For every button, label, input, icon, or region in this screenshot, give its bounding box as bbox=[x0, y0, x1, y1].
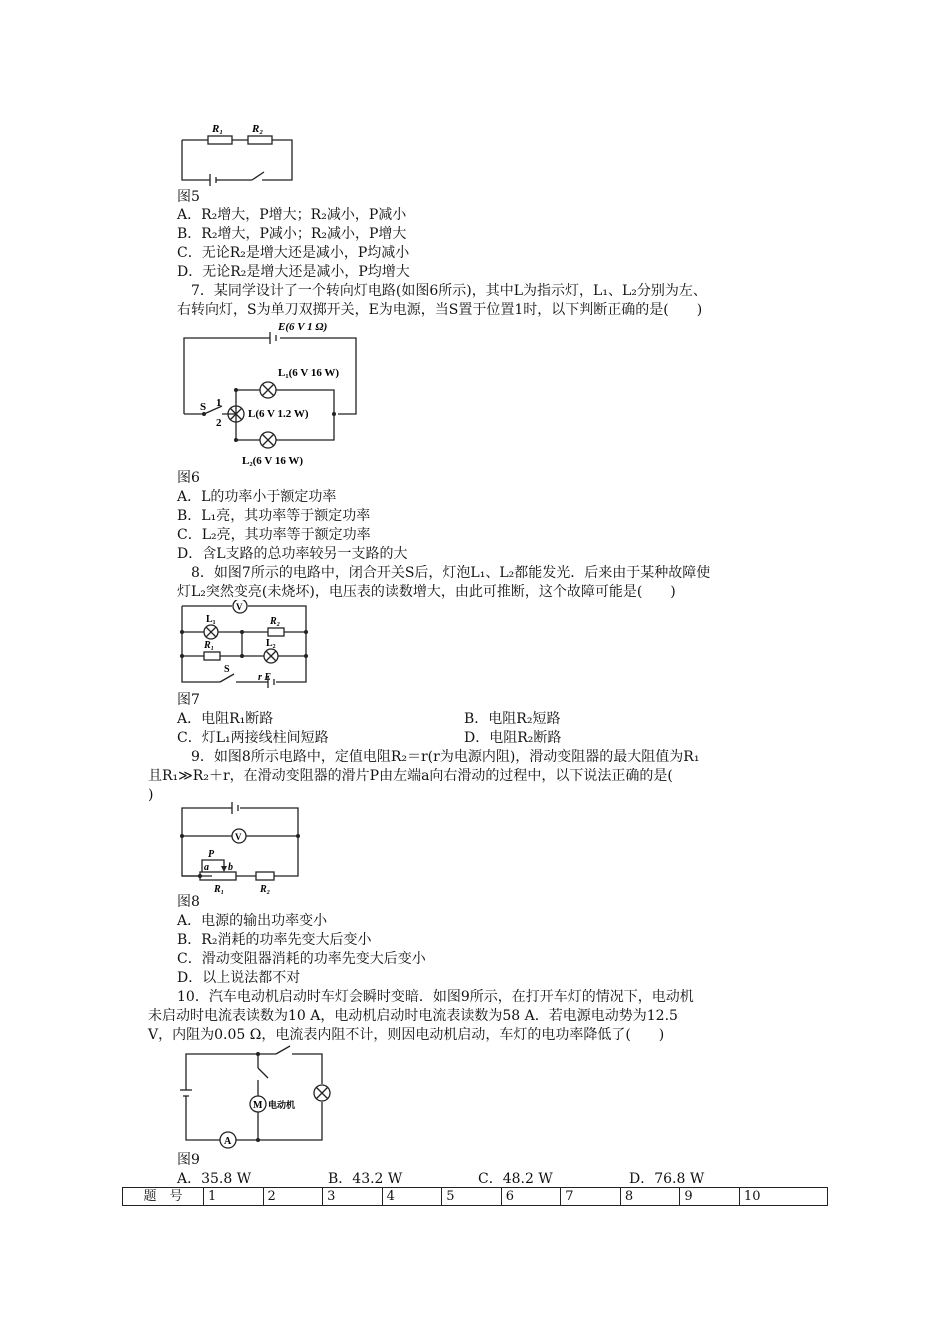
label-r-e: r E bbox=[258, 672, 272, 683]
q10-stem-line3: V，内阻为0.05 Ω，电流表内阻不计，则因电动机启动，车灯的电功率降低了( ) bbox=[148, 1027, 665, 1043]
q8-option-a: A．电阻R₁断路 bbox=[177, 711, 274, 727]
label-motor: 电动机 bbox=[268, 1100, 296, 1110]
q8-stem-line2: 灯L₂突然变亮(未烧坏)，电压表的读数增大，由此可推断，这个故障可能是( ) bbox=[177, 584, 676, 600]
answer-cell-4[interactable]: 4 bbox=[382, 1188, 442, 1206]
figure-9-caption: 图9 bbox=[177, 1152, 200, 1168]
q10-stem-line1: 10．汽车电动机启动时车灯会瞬时变暗．如图9所示，在打开车灯的情况下，电动机 bbox=[177, 989, 694, 1005]
answer-cell-1[interactable]: 1 bbox=[204, 1188, 264, 1206]
label-l: L(6 V 1.2 W) bbox=[248, 408, 309, 420]
resistor-r2 bbox=[268, 628, 284, 636]
answer-cell-2[interactable]: 2 bbox=[263, 1188, 323, 1206]
q7-stem-line1: 7．某同学设计了一个转向灯电路(如图6所示)，其中L为指示灯，L₁、L₂分别为左、 bbox=[191, 283, 707, 299]
label-a: a bbox=[204, 862, 209, 873]
answer-cell-9[interactable]: 9 bbox=[680, 1188, 740, 1206]
label-m: M bbox=[253, 1100, 263, 1111]
figure-6-circuit bbox=[176, 318, 366, 468]
label-r2: R₂ bbox=[260, 884, 271, 895]
answer-cell-5[interactable]: 5 bbox=[442, 1188, 502, 1206]
label-e: E(6 V 1 Ω) bbox=[278, 321, 328, 333]
figure-6-caption: 图6 bbox=[177, 470, 200, 486]
label-r1: R₁ bbox=[214, 884, 225, 895]
answer-cell-10[interactable]: 10 bbox=[739, 1188, 827, 1206]
figure-7-circuit bbox=[176, 600, 316, 692]
switch-s bbox=[220, 674, 234, 682]
q9-stem-line2: 且R₁≫R₂＋r，在滑动变阻器的滑片P由左端a向右滑动的过程中，以下说法正确的是( bbox=[148, 768, 673, 784]
answer-cell-7[interactable]: 7 bbox=[561, 1188, 621, 1206]
q10-stem-line2: 未启动时电流表读数为10 A，电动机启动时电流表读数为58 A．若电源电动势为12.5 bbox=[148, 1008, 678, 1024]
q10-option-d: D．76.8 W bbox=[629, 1171, 705, 1187]
resistor-r1 bbox=[204, 652, 220, 660]
label-b: b bbox=[228, 862, 233, 873]
q7-option-b: B．L₁亮，其功率等于额定功率 bbox=[177, 508, 371, 524]
label-s: S bbox=[200, 401, 207, 413]
switch-main bbox=[276, 1046, 290, 1054]
q9-stem-line1: 9．如图8所示电路中，定值电阻R₂＝r(r为电源内阻)，滑动变阻器的最大阻值为R₁ bbox=[191, 749, 700, 765]
resistor-r2 bbox=[248, 136, 272, 144]
answer-table bbox=[122, 1187, 828, 1206]
figure-5-caption: 图5 bbox=[177, 189, 200, 205]
answer-cell-6[interactable]: 6 bbox=[501, 1188, 561, 1206]
q7-option-a: A．L的功率小于额定功率 bbox=[177, 489, 337, 505]
q7-option-d: D．含L支路的总功率较另一支路的大 bbox=[177, 546, 408, 562]
label-1: 1 bbox=[216, 397, 222, 409]
figure-7-caption: 图7 bbox=[177, 692, 200, 708]
label-r2: R₂ bbox=[252, 123, 264, 135]
q8-option-c: C．灯L₁两接线柱间短路 bbox=[177, 730, 329, 746]
q9-stem-line3: ) bbox=[148, 787, 154, 803]
label-l2: L₂ bbox=[266, 638, 276, 649]
q10-option-b: B．43.2 W bbox=[328, 1171, 403, 1187]
q7-option-c: C．L₂亮，其功率等于额定功率 bbox=[177, 527, 371, 543]
label-2: 2 bbox=[216, 417, 222, 429]
q10-option-a: A．35.8 W bbox=[177, 1171, 252, 1187]
q9-option-d: D．以上说法都不对 bbox=[177, 970, 301, 986]
label-r2: R₂ bbox=[270, 616, 281, 627]
figure-8-circuit bbox=[176, 800, 306, 896]
q10-option-c: C．48.2 W bbox=[478, 1171, 553, 1187]
switch bbox=[252, 172, 264, 180]
label-l2: L₂(6 V 16 W) bbox=[242, 455, 304, 467]
resistor-r2 bbox=[256, 872, 274, 880]
q6-option-b: B．R₂增大，P减小；R₂减小，P增大 bbox=[177, 226, 407, 242]
figure-9-circuit bbox=[176, 1040, 336, 1150]
resistor-r1 bbox=[208, 136, 232, 144]
label-p: P bbox=[208, 849, 215, 860]
q9-option-a: A．电源的输出功率变小 bbox=[177, 913, 328, 929]
q9-option-b: B．R₂消耗的功率先变大后变小 bbox=[177, 932, 372, 948]
label-v: V bbox=[236, 602, 243, 612]
figure-5-circuit bbox=[176, 120, 301, 186]
label-a: A bbox=[224, 1136, 232, 1147]
q6-option-a: A．R₂增大，P增大；R₂减小，P减小 bbox=[177, 207, 407, 223]
label-l1: L₁(6 V 16 W) bbox=[278, 367, 340, 379]
switch-motor bbox=[258, 1068, 268, 1078]
q8-option-b: B．电阻R₂短路 bbox=[464, 711, 561, 727]
label-l1: L₁ bbox=[206, 614, 216, 625]
q9-option-c: C．滑动变阻器消耗的功率先变大后变小 bbox=[177, 951, 426, 967]
label-r1: R₁ bbox=[204, 640, 215, 651]
q8-stem-line1: 8．如图7所示的电路中，闭合开关S后，灯泡L₁、L₂都能发光．后来由于某种故障使 bbox=[191, 565, 711, 581]
q8-option-d: D．电阻R₂断路 bbox=[464, 730, 562, 746]
answer-table-row bbox=[123, 1188, 828, 1206]
q6-option-d: D．无论R₂是增大还是减小，P均增大 bbox=[177, 264, 410, 280]
figure-8-caption: 图8 bbox=[177, 894, 200, 910]
answer-table-header: 题 号 bbox=[123, 1188, 204, 1206]
label-s: S bbox=[224, 664, 230, 675]
answer-cell-3[interactable]: 3 bbox=[323, 1188, 383, 1206]
label-v: V bbox=[235, 832, 242, 842]
label-r1: R₁ bbox=[212, 123, 224, 135]
q7-stem-line2: 右转向灯，S为单刀双掷开关，E为电源，当S置于位置1时，以下判断正确的是( ) bbox=[177, 302, 703, 318]
q6-option-c: C．无论R₂是增大还是减小，P均减小 bbox=[177, 245, 410, 261]
answer-cell-8[interactable]: 8 bbox=[620, 1188, 680, 1206]
